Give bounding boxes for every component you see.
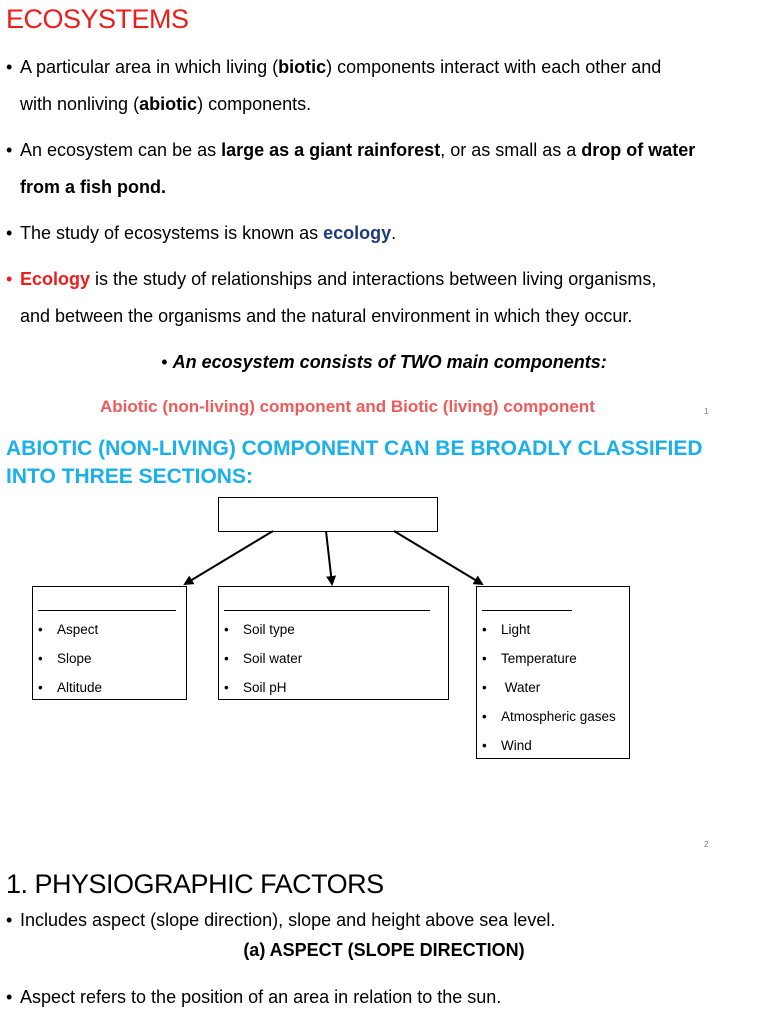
- box-item-label: Water: [501, 680, 541, 695]
- bullet-dot: •: [482, 622, 487, 637]
- box-item-label: Slope: [57, 651, 92, 666]
- slide2-page-number: 2: [704, 840, 709, 849]
- box-list-item: [38, 673, 102, 702]
- box-list-item: [38, 644, 102, 673]
- slide1-bullet-2: • An ecosystem can be as large as a giant rainforest, or as small as a drop of water from a fish pond.: [6, 140, 696, 197]
- box-item-label: Atmospheric gases: [501, 709, 616, 724]
- box-list-item: [224, 673, 302, 702]
- slide1-bullet-1: • A particular area in which living (biotic) components interact with each other and with nonliving (abiotic) components.: [6, 57, 662, 114]
- box1-list: [38, 615, 102, 702]
- slide1-bullet-3: • The study of ecosystems is known as ecology.: [6, 223, 397, 243]
- box2-list: [224, 615, 302, 702]
- slide1-components-line: Abiotic (non-living) component and Biotic (living) component: [100, 397, 595, 416]
- slide1-page-number: 1: [704, 407, 709, 416]
- box-list-item: [482, 673, 616, 702]
- bullet-dot: •: [224, 622, 229, 637]
- box-title-blank: [38, 610, 176, 611]
- slide3-title: 1. PHYSIOGRAPHIC FACTORS: [6, 869, 384, 899]
- bullet-dot: •: [224, 680, 229, 695]
- box-list-item: [38, 615, 102, 644]
- bullet-dot: •: [38, 651, 43, 666]
- box-list-item: [482, 615, 616, 644]
- box-item-label: Soil water: [243, 651, 303, 666]
- box-item-label: Altitude: [57, 680, 103, 695]
- box-item-label: Aspect: [57, 622, 99, 637]
- box-list-item: [482, 731, 616, 760]
- diagram-box-climatic: [476, 586, 630, 759]
- arrow-middle: [326, 531, 332, 584]
- box-item-label: Light: [501, 622, 531, 637]
- diagram-box-edaphic: [218, 586, 449, 700]
- slide1-bullet-4: • Ecology is the study of relationships and interactions between living organisms, and between the organisms and the natural environment in which they occur.: [6, 269, 657, 326]
- box-list-item: [482, 702, 616, 731]
- slide3-bullet-1: • Includes aspect (slope direction), slope and height above sea level.: [6, 910, 556, 930]
- bullet-dot: •: [482, 738, 487, 753]
- bullet-dot: •: [482, 651, 487, 666]
- bullet-dot: •: [482, 709, 487, 724]
- slide2-heading: ABIOTIC (NON-LIVING) COMPONENT CAN BE BROADLY CLASSIFIED INTO THREE SECTIONS:: [6, 437, 703, 488]
- slide3-subheading: (a) ASPECT (SLOPE DIRECTION): [243, 940, 525, 960]
- diagram-box-physiographic: [32, 586, 187, 700]
- slide1-bullet-5: • An ecosystem consists of TWO main components:: [161, 352, 607, 372]
- box-title-blank: [224, 610, 430, 611]
- box-item-label: Temperature: [501, 651, 577, 666]
- bullet-dot: •: [482, 680, 487, 695]
- slide3-bullet-2: • Aspect refers to the position of an area in relation to the sun.: [6, 987, 502, 1007]
- box-title-blank: [482, 610, 572, 611]
- box-item-label: Soil pH: [243, 680, 287, 695]
- bullet-dot: •: [38, 680, 43, 695]
- arrow-right: [394, 531, 482, 584]
- box3-list: [482, 615, 616, 760]
- box-list-item: [224, 615, 302, 644]
- bullet-dot: •: [38, 622, 43, 637]
- box-item-label: Soil type: [243, 622, 295, 637]
- arrow-left: [185, 531, 273, 584]
- bullet-dot: •: [224, 651, 229, 666]
- slide1-title: ECOSYSTEMS: [6, 4, 189, 34]
- box-list-item: [224, 644, 302, 673]
- box-list-item: [482, 644, 616, 673]
- box-item-label: Wind: [501, 738, 532, 753]
